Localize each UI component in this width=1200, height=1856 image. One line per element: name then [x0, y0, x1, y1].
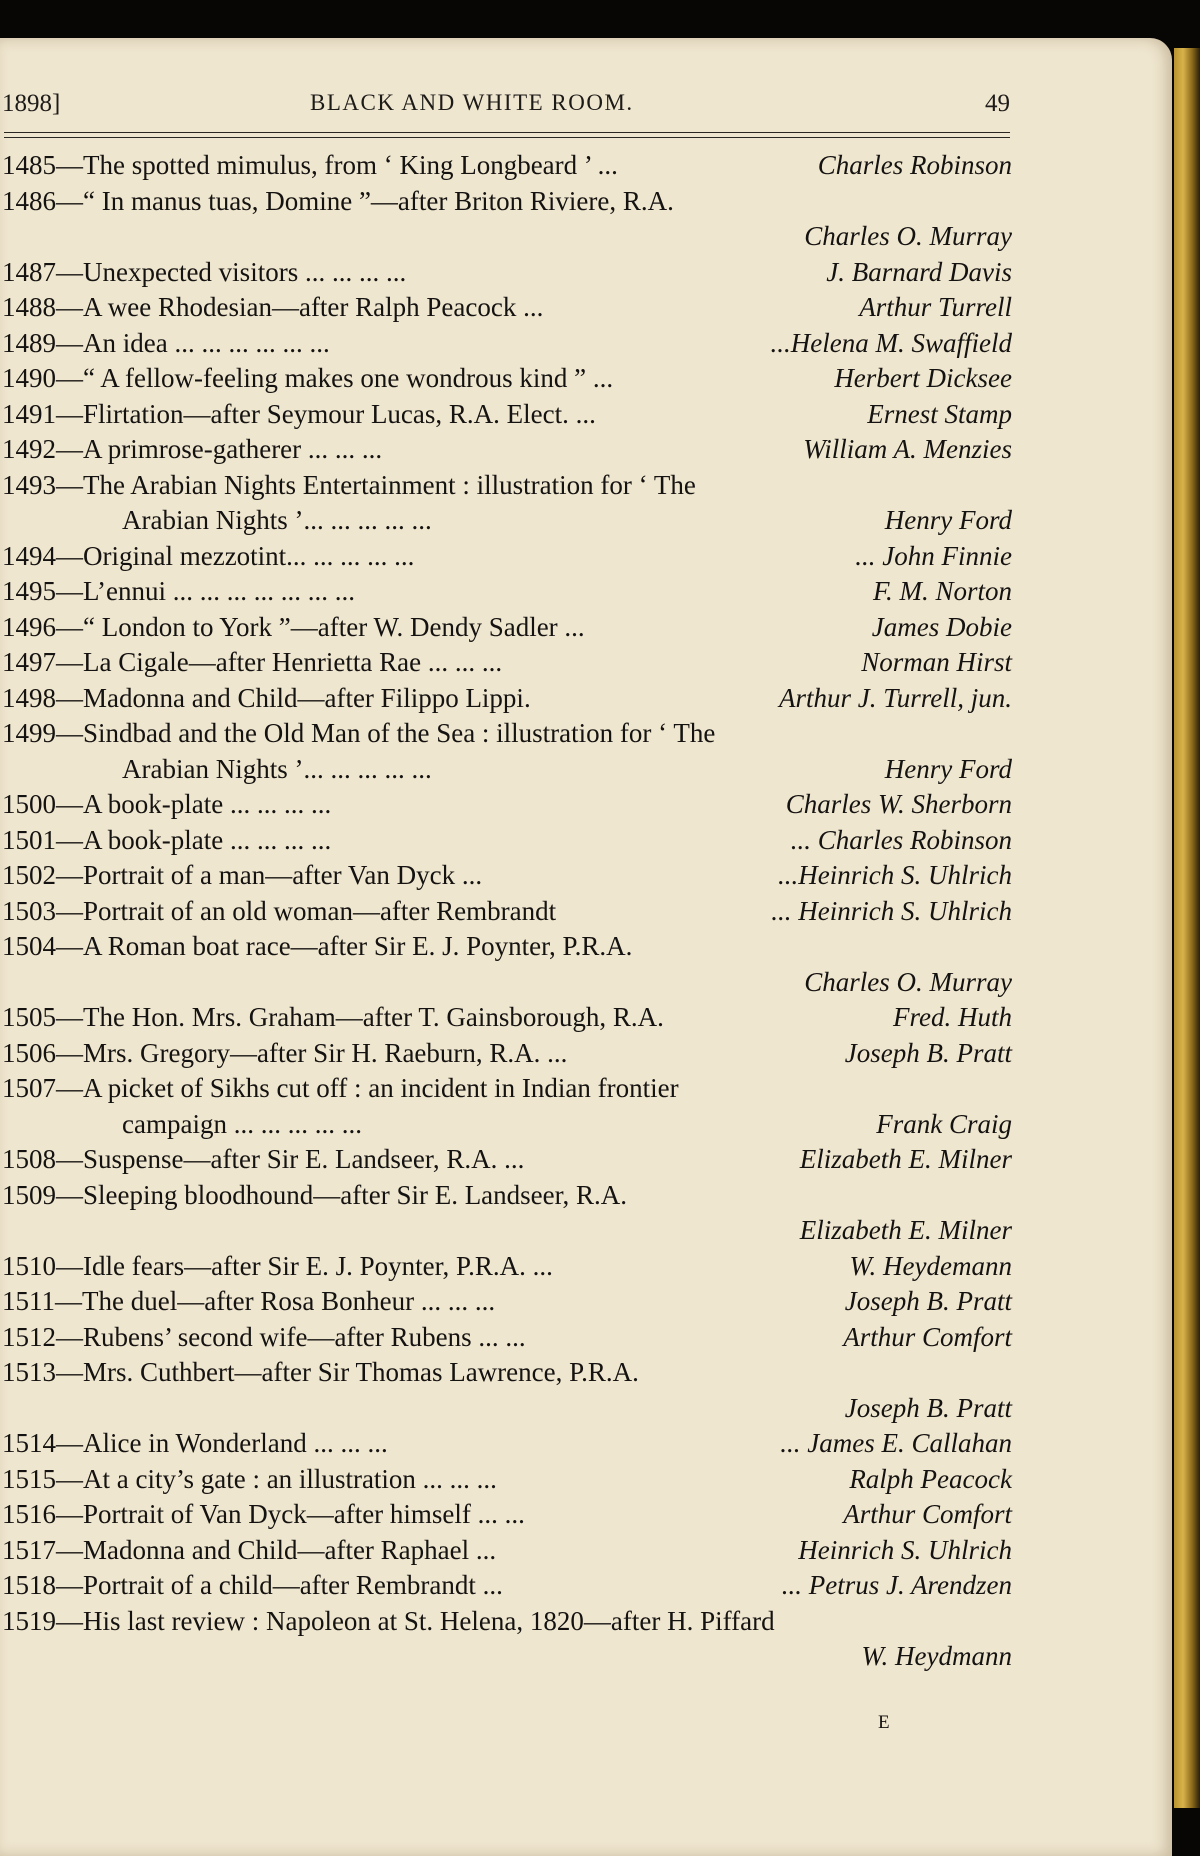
- catalogue-entry: [0, 825, 1012, 861]
- entry-artist: Norman Hirst: [861, 647, 1012, 677]
- entry-artist: Elizabeth E. Milner: [799, 1144, 1012, 1174]
- entry-description: 1493—The Arabian Nights Entertainment : illustration for ‘ The: [2, 469, 696, 500]
- entry-artist: J. Barnard Davis: [826, 256, 1012, 287]
- catalogue-entry: [0, 576, 1012, 612]
- entry-description: 1517—Madonna and Child—after Raphael ...: [2, 1534, 497, 1565]
- catalogue-entry: [0, 931, 1012, 967]
- catalogue-entry: [0, 1180, 1012, 1216]
- entry-artist: Charles O. Murray: [804, 966, 1012, 997]
- entry-artist: Ralph Peacock: [849, 1463, 1012, 1494]
- entry-artist: Charles Robinson: [817, 150, 1012, 180]
- entry-description: 1490—“ A fellow-feeling makes one wondrous kind ” ...: [2, 363, 614, 393]
- entry-description: 1497—La Cigale—after Henrietta Rae ... ... ...: [2, 647, 503, 677]
- page-number: 49: [985, 90, 1010, 117]
- catalogue-entry: [0, 967, 1012, 1003]
- catalogue-entry: [0, 541, 1012, 577]
- entry-description: 1489—An idea ... ... ... ... ... ...: [2, 327, 330, 358]
- entry-description: 1494—Original mezzotint... ... ... ... ...: [2, 540, 415, 571]
- running-header: [0, 90, 1010, 130]
- entry-description: 1496—“ London to York ”—after W. Dendy Sadler ...: [2, 611, 585, 642]
- catalogue-entry: [0, 257, 1012, 293]
- catalogue-entry: [0, 1357, 1012, 1393]
- entry-description: 1510—Idle fears—after Sir E. J. Poynter, P.R.A. ...: [2, 1250, 553, 1281]
- entry-description: 1519—His last review : Napoleon at St. Helena, 1820—after H. Piffard: [2, 1605, 775, 1636]
- entry-description: 1499—Sindbad and the Old Man of the Sea : illustration for ‘ The: [2, 718, 716, 748]
- entry-artist: Henry Ford: [884, 505, 1012, 535]
- entry-description: 1518—Portrait of a child—after Rembrandt ...: [2, 1570, 503, 1600]
- catalogue-list: [0, 150, 1012, 1677]
- catalogue-entry: [0, 1002, 1012, 1038]
- catalogue-entry: [0, 1073, 1012, 1109]
- catalogue-entry: [0, 1393, 1012, 1429]
- entry-artist: W. Heydmann: [861, 1641, 1012, 1671]
- catalogue-entry: [0, 1606, 1012, 1642]
- entry-artist: ... Petrus J. Arendzen: [781, 1570, 1012, 1600]
- entry-description: 1507—A picket of Sikhs cut off : an incident in Indian frontier: [2, 1073, 679, 1103]
- entry-description: 1502—Portrait of a man—after Van Dyck ...: [2, 860, 483, 890]
- catalogue-entry: [0, 860, 1012, 896]
- catalogue-entry: [0, 1499, 1012, 1535]
- catalogue-entry: [0, 1251, 1012, 1287]
- entry-description: 1495—L’ennui ... ... ... ... ... ... ...: [2, 576, 355, 606]
- catalogue-entry: [0, 718, 1012, 754]
- catalogue-entry: [0, 470, 1012, 506]
- catalogue-entry: [0, 1428, 1012, 1464]
- entry-artist: William A. Menzies: [803, 434, 1012, 464]
- entry-description: 1512—Rubens’ second wife—after Rubens ... ...: [2, 1321, 526, 1352]
- catalogue-entry: [0, 1322, 1012, 1358]
- entry-description: 1485—The spotted mimulus, from ‘ King Longbeard ’ ...: [2, 150, 618, 180]
- catalogue-entry: [0, 363, 1012, 399]
- entry-description: 1486—“ In manus tuas, Domine ”—after Briton Riviere, R.A.: [2, 185, 674, 216]
- header-title: BLACK AND WHITE ROOM.: [310, 90, 634, 115]
- catalogue-entry: [0, 754, 1012, 790]
- catalogue-entry: [0, 896, 1012, 932]
- signature-mark: E: [878, 1712, 890, 1733]
- entry-description: 1506—Mrs. Gregory—after Sir H. Raeburn, R.A. ...: [2, 1037, 568, 1068]
- entry-description: 1504—A Roman boat race—after Sir E. J. Poynter, P.R.A.: [2, 931, 633, 961]
- entry-artist: ... John Finnie: [855, 540, 1012, 571]
- entry-artist: Frank Craig: [876, 1108, 1012, 1139]
- entry-description: 1511—The duel—after Rosa Bonheur ... ... ...: [2, 1286, 496, 1316]
- entry-artist: Herbert Dicksee: [834, 363, 1012, 393]
- catalogue-entry: [0, 647, 1012, 683]
- entry-artist: Charles O. Murray: [804, 221, 1012, 251]
- catalogue-entry: [0, 186, 1012, 222]
- header-year: 1898]: [2, 90, 61, 117]
- entry-description: campaign ... ... ... ... ...: [122, 1108, 362, 1139]
- entry-artist: Arthur Comfort: [843, 1321, 1012, 1352]
- entry-description: Arabian Nights ’... ... ... ... ...: [122, 753, 432, 784]
- entry-artist: James Dobie: [871, 611, 1012, 642]
- catalogue-entry: [0, 1570, 1012, 1606]
- entry-description: 1513—Mrs. Cuthbert—after Sir Thomas Lawrence, P.R.A.: [2, 1357, 639, 1387]
- entry-artist: ... Charles Robinson: [790, 824, 1012, 855]
- entry-description: Arabian Nights ’... ... ... ... ...: [122, 505, 432, 535]
- catalogue-entry: [0, 1641, 1012, 1677]
- entry-description: 1508—Suspense—after Sir E. Landseer, R.A. ...: [2, 1144, 525, 1174]
- entry-artist: Charles W. Sherborn: [785, 789, 1012, 819]
- entry-artist: ...Heinrich S. Uhlrich: [778, 860, 1012, 890]
- catalogue-entry: [0, 505, 1012, 541]
- catalogue-entry: [0, 683, 1012, 719]
- catalogue-entry: [0, 434, 1012, 470]
- entry-description: 1516—Portrait of Van Dyck—after himself ... ...: [2, 1499, 525, 1529]
- entry-description: 1498—Madonna and Child—after Filippo Lippi.: [2, 682, 531, 713]
- entry-description: 1491—Flirtation—after Seymour Lucas, R.A. Elect. ...: [2, 398, 596, 429]
- entry-artist: Arthur Comfort: [843, 1499, 1012, 1529]
- entry-description: 1492—A primrose-gatherer ... ... ...: [2, 434, 383, 464]
- entry-artist: Joseph B. Pratt: [844, 1392, 1012, 1423]
- entry-artist: ... James E. Callahan: [780, 1428, 1012, 1458]
- entry-description: 1500—A book-plate ... ... ... ...: [2, 789, 332, 819]
- entry-description: 1514—Alice in Wonderland ... ... ...: [2, 1428, 388, 1458]
- page-gilt-edge: [1174, 48, 1200, 1808]
- entry-artist: Heinrich S. Uhlrich: [798, 1534, 1012, 1565]
- entry-artist: Elizabeth E. Milner: [799, 1215, 1012, 1245]
- entry-description: 1501—A book-plate ... ... ... ...: [2, 824, 332, 855]
- catalogue-entry: [0, 221, 1012, 257]
- entry-artist: Joseph B. Pratt: [844, 1286, 1012, 1316]
- catalogue-entry: [0, 612, 1012, 648]
- entry-artist: W. Heydemann: [849, 1250, 1012, 1281]
- entry-artist: Arthur Turrell: [859, 292, 1012, 322]
- catalogue-entry: [0, 1464, 1012, 1500]
- catalogue-entry: [0, 1038, 1012, 1074]
- catalogue-entry: [0, 399, 1012, 435]
- entry-artist: ...Helena M. Swaffield: [770, 327, 1012, 358]
- catalogue-entry: [0, 292, 1012, 328]
- entry-artist: ... Heinrich S. Uhlrich: [771, 895, 1012, 926]
- catalogue-entry: [0, 1535, 1012, 1571]
- entry-artist: Arthur J. Turrell, jun.: [778, 682, 1012, 713]
- entry-artist: Joseph B. Pratt: [844, 1037, 1012, 1068]
- catalogue-entry: [0, 1286, 1012, 1322]
- entry-artist: Henry Ford: [884, 753, 1012, 784]
- entry-description: 1503—Portrait of an old woman—after Rembrandt: [2, 895, 557, 926]
- catalogue-entry: [0, 328, 1012, 364]
- catalogue-entry: [0, 1144, 1012, 1180]
- entry-description: 1515—At a city’s gate : an illustration ... ... ...: [2, 1463, 497, 1494]
- entry-artist: Fred. Huth: [893, 1002, 1012, 1032]
- catalogue-entry: [0, 150, 1012, 186]
- entry-description: 1505—The Hon. Mrs. Graham—after T. Gainsborough, R.A.: [2, 1002, 664, 1032]
- entry-artist: F. M. Norton: [872, 576, 1012, 606]
- catalogue-entry: [0, 1109, 1012, 1145]
- entry-artist: Ernest Stamp: [867, 398, 1012, 429]
- header-rule: [4, 132, 1010, 138]
- entry-description: 1487—Unexpected visitors ... ... ... ...: [2, 256, 407, 287]
- catalogue-entry: [0, 1215, 1012, 1251]
- catalogue-entry: [0, 789, 1012, 825]
- entry-description: 1509—Sleeping bloodhound—after Sir E. Landseer, R.A.: [2, 1179, 628, 1210]
- entry-description: 1488—A wee Rhodesian—after Ralph Peacock ...: [2, 292, 544, 322]
